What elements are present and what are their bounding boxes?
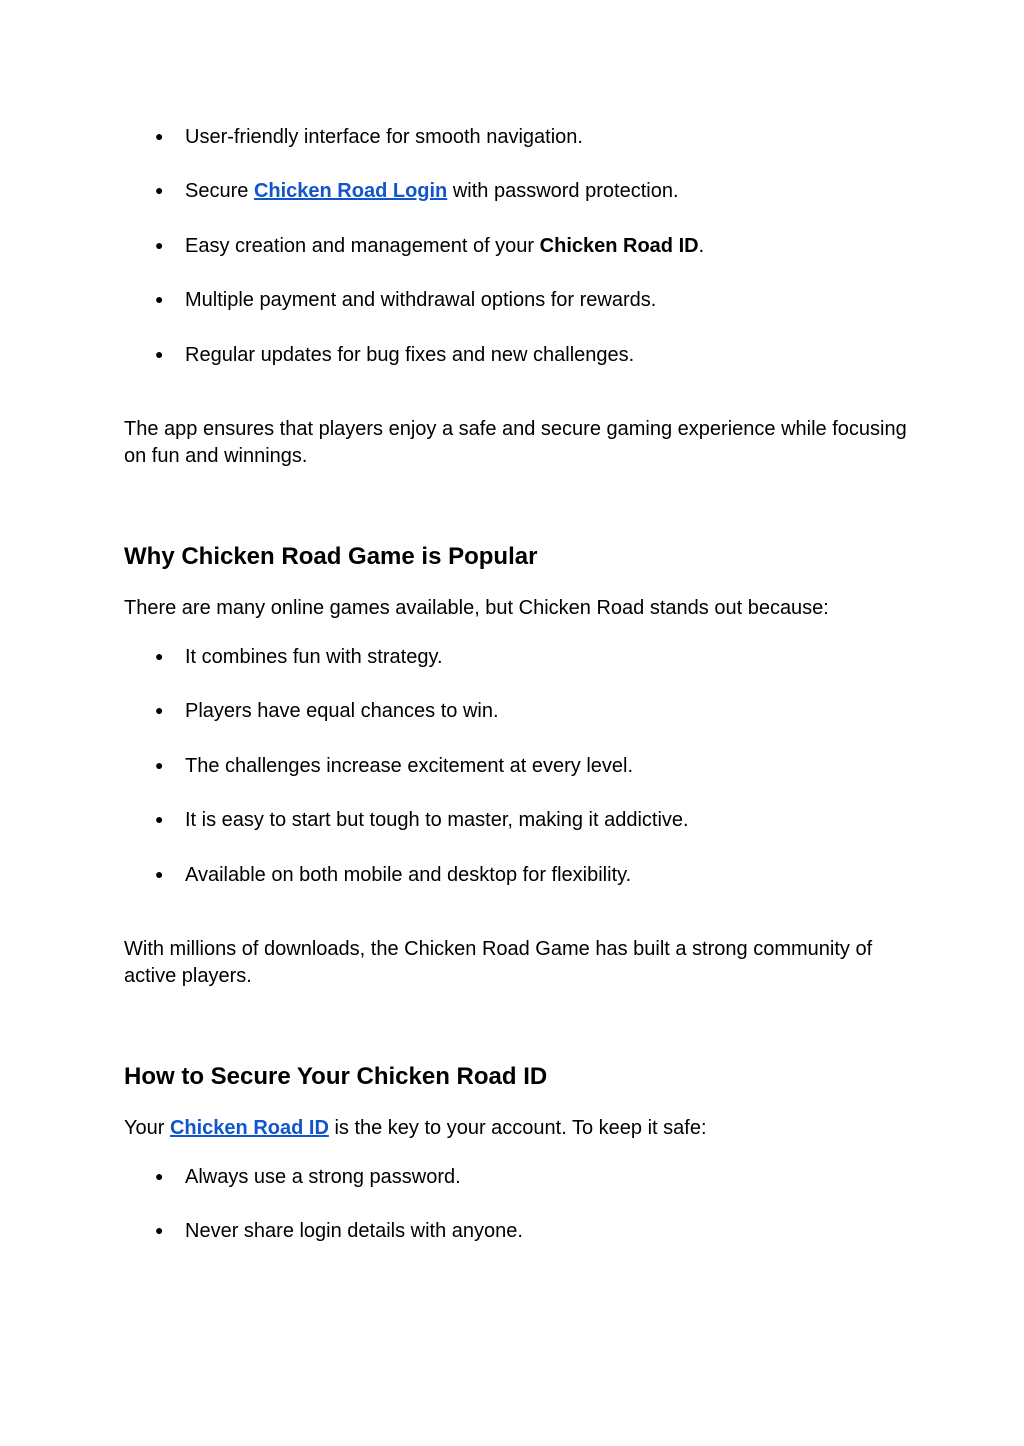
list-item: ● Never share login details with anyone.: [155, 1220, 523, 1242]
chicken-road-id-link[interactable]: Chicken Road ID: [169, 1117, 329, 1139]
list-item: ● Secure Chicken Road Login with password protection.: [155, 180, 679, 202]
list-item: ● It combines fun with strategy.: [155, 646, 443, 668]
bold-text: Chicken Road ID: [539, 235, 699, 257]
list-item: ● It is easy to start but tough to master, making it addictive.: [155, 809, 689, 831]
paragraph-popular-intro: There are many online games available, but Chicken Road stands out because:: [124, 597, 829, 619]
list-item: ● User-friendly interface for smooth navigation.: [155, 126, 583, 148]
chicken-road-login-link[interactable]: Chicken Road Login: [253, 180, 448, 202]
list-item: ● Available on both mobile and desktop for flexibility.: [155, 864, 632, 886]
paragraph-popular-outro: With millions of downloads, the Chicken Road Game has built a strong community of active players.: [124, 938, 873, 987]
bullet-icon: ●: [155, 866, 164, 882]
bullet-icon: ●: [155, 702, 164, 718]
paragraph-safe: The app ensures that players enjoy a safe and secure gaming experience while focusing on fun and winnings.: [124, 418, 907, 467]
bullet-icon: ●: [155, 1222, 164, 1238]
section-heading-secure: How to Secure Your Chicken Road ID: [124, 1063, 548, 1090]
bullet-icon: ●: [155, 1168, 164, 1184]
bullet-icon: ●: [155, 237, 164, 253]
list-item: ● Always use a strong password.: [155, 1166, 461, 1188]
bullet-icon: ●: [155, 291, 164, 307]
bullet-icon: ●: [155, 128, 164, 144]
bullet-icon: ●: [155, 811, 164, 827]
list-item: ● The challenges increase excitement at every level.: [155, 755, 634, 777]
list-item: ● Players have equal chances to win.: [155, 700, 499, 722]
bullet-icon: ●: [155, 182, 164, 198]
list-item: ● Multiple payment and withdrawal options for rewards.: [155, 289, 657, 311]
bullet-icon: ●: [155, 757, 164, 773]
bullet-icon: ●: [155, 648, 164, 664]
paragraph-secure-intro: Your Chicken Road ID is the key to your account. To keep it safe:: [124, 1117, 707, 1139]
list-item: ● Easy creation and management of your Chicken Road ID.: [155, 235, 705, 257]
list-item: ● Regular updates for bug fixes and new challenges.: [155, 344, 635, 366]
bullet-icon: ●: [155, 346, 164, 362]
section-heading-popular: Why Chicken Road Game is Popular: [124, 543, 538, 570]
